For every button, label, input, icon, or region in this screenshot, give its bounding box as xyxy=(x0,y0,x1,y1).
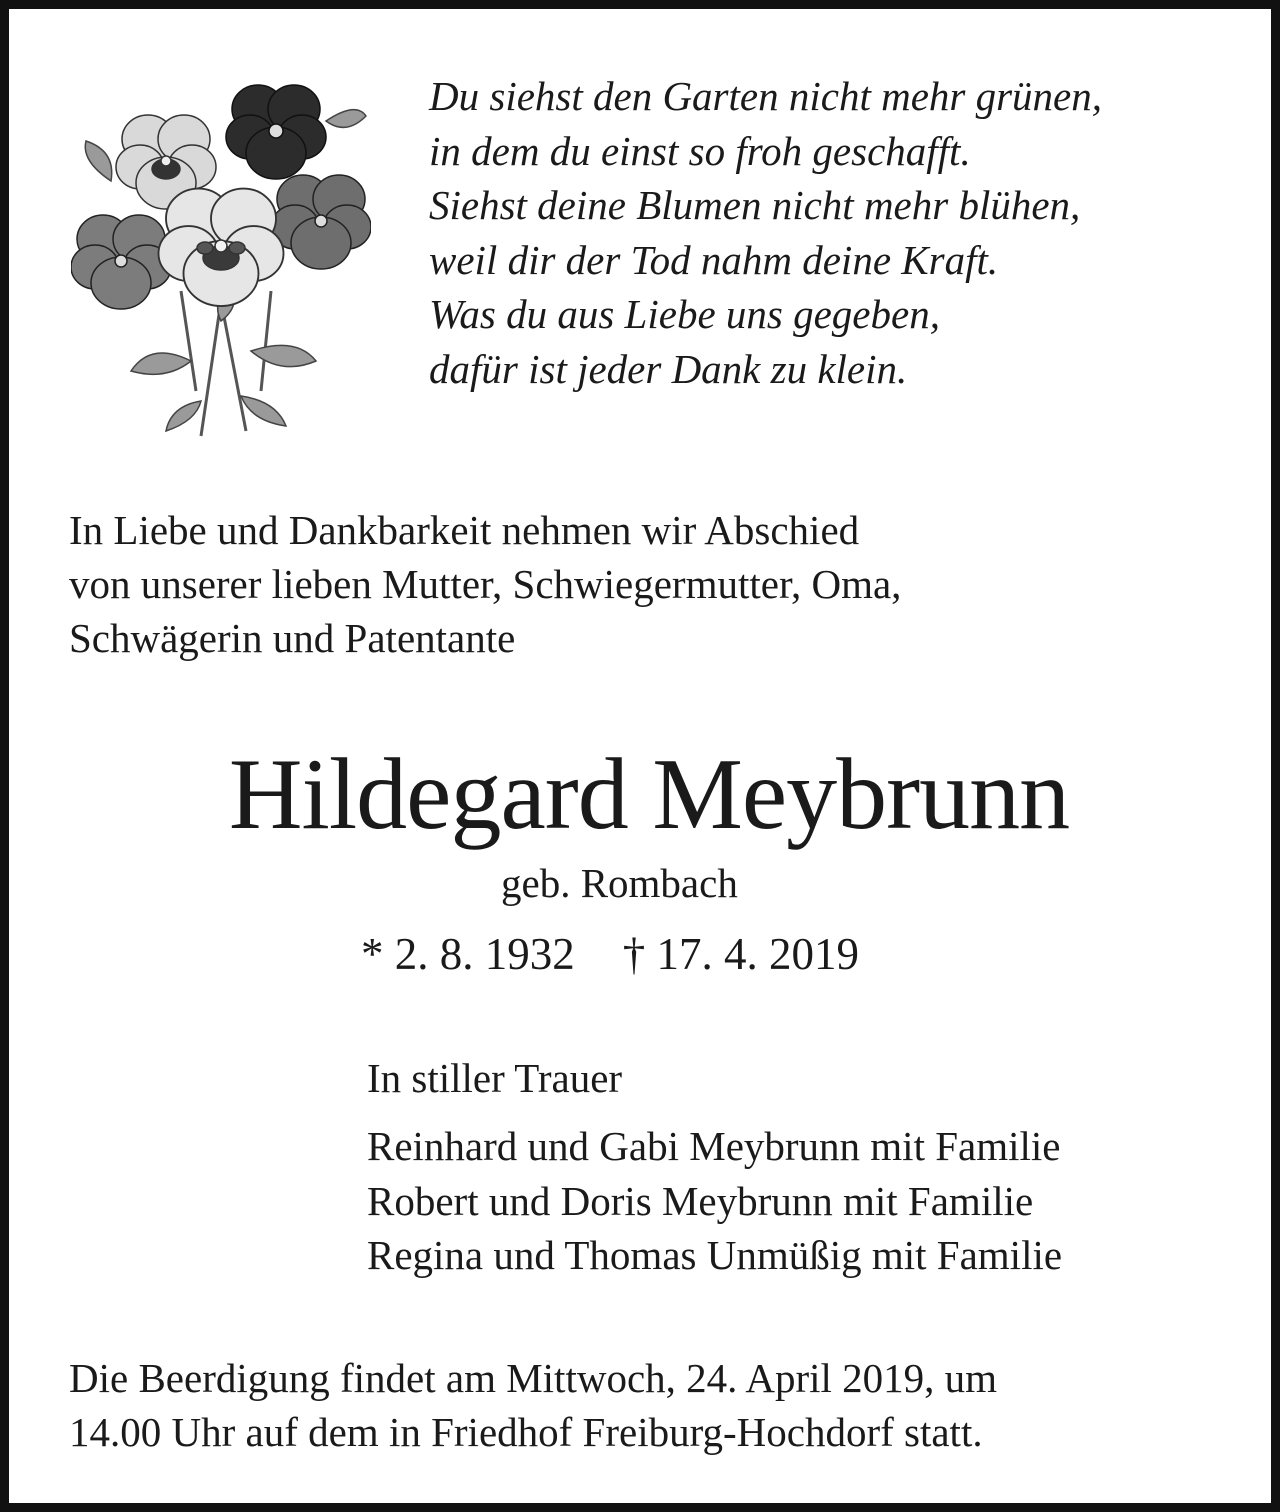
mourners-list xyxy=(367,1119,1062,1283)
funeral-line: 14.00 Uhr auf dem in Friedhof Freiburg-Hochdorf statt. xyxy=(69,1409,983,1455)
poem-line: Was du aus Liebe uns gegeben, xyxy=(429,291,940,337)
poem-line: in dem du einst so froh geschafft. xyxy=(429,127,971,174)
poem-line: weil dir der Tod nahm deine Kraft. xyxy=(429,236,999,283)
farewell-line: In Liebe und Dankbarkeit nehmen wir Abschied xyxy=(69,507,860,553)
mourner-family: Robert und Doris Meybrunn mit Familie xyxy=(367,1177,1034,1224)
maiden-name: geb. Rombach xyxy=(501,860,738,906)
farewell-line: Schwägerin und Patentante xyxy=(69,615,516,661)
death-date: † 17. 4. 2019 xyxy=(622,929,859,979)
poem-line: Siehst deine Blumen nicht mehr blühen, xyxy=(429,182,1081,228)
life-dates xyxy=(361,925,859,983)
farewell-line: von unserer lieben Mutter, Schwiegermutter, Oma, xyxy=(69,561,902,607)
deceased-name: Hildegard Meybrunn xyxy=(228,738,1070,851)
farewell-text xyxy=(69,503,1249,665)
mourning-heading: In stiller Trauer xyxy=(367,1055,623,1101)
mourner-family: Reinhard und Gabi Meybrunn mit Familie xyxy=(367,1123,1061,1169)
funeral-line: Die Beerdigung findet am Mittwoch, 24. April 2019, um xyxy=(69,1355,998,1401)
pansy-bouquet-icon xyxy=(71,61,371,441)
poem xyxy=(429,69,1269,396)
funeral-notice xyxy=(69,1351,1259,1459)
poem-line: Du siehst den Garten nicht mehr grünen, xyxy=(429,73,1102,119)
mourner-family: Regina und Thomas Unmüßig mit Familie xyxy=(367,1232,1063,1278)
birth-date: * 2. 8. 1932 xyxy=(361,929,575,979)
poem-line: dafür ist jeder Dank zu klein. xyxy=(429,345,908,392)
